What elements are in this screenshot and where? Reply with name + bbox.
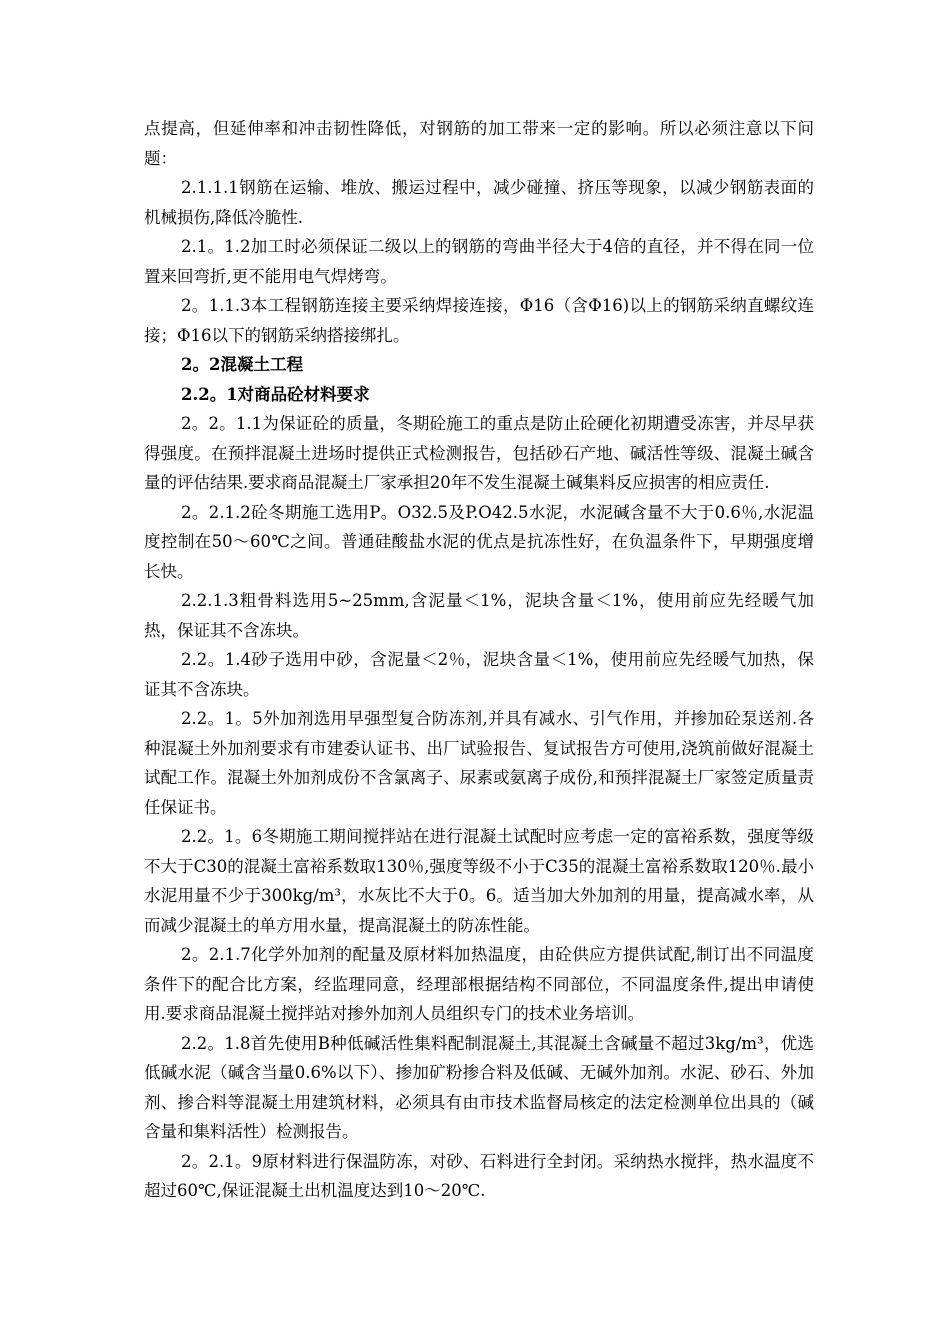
paragraph-2-2-1-2: 2。2.1.2砼冬期施工选用P。O32.5及P.O42.5水泥，水泥碱含量不大于0.6％,水泥温度控制在50～60℃之间。普通硅酸盐水泥的优点是抗冻性好，在负温条件下，早期强度增长快。 <box>144 502 814 581</box>
section-heading-2-2: 2。2混凝土工程 <box>181 355 303 374</box>
paragraph-2-2-1-6: 2.2。1。6冬期施工期间搅拌站在进行混凝土试配时应考虑一定的富裕系数，强度等级不大于C30的混凝土富裕系数取130％,强度等级不小于C35的混凝土富裕系数取120％.最小水泥用量不少于300kg/m³，水灰比不大于0。6。适当加大外加剂的用量，提高减水率，从而减少混凝土的单方用水量，提高混凝土的防冻性能。 <box>144 827 814 935</box>
paragraph-2-2-1-5: 2.2。1。5外加剂选用早强型复合防冻剂,并具有减水、引气作用，并掺加砼泵送剂.各种混凝土外加剂要求有市建委认证书、出厂试验报告、复试报告方可使用,浇筑前做好混凝土试配工作。混凝土外加剂成份不含氯离子、尿素或氨离子成份,和预拌混凝土厂家签定质量责任保证书。 <box>144 709 814 817</box>
paragraph-2-1-1-1: 2.1.1.1钢筋在运输、堆放、搬运过程中，减少碰撞、挤压等现象，以减少钢筋表面的机械损伤,降低冷脆性. <box>144 178 814 227</box>
paragraph-2-2-1-4: 2.2。1.4砂子选用中砂，含泥量＜2％，泥块含量＜1%，使用前应先经暖气加热，保证其不含冻块。 <box>144 650 814 699</box>
paragraph-intro-continuation: 点提高，但延伸率和冲击韧性降低，对钢筋的加工带来一定的影响。所以必须注意以下问题： <box>144 119 814 168</box>
paragraph-2-2-1-7: 2。2.1.7化学外加剂的配量及原材料加热温度，由砼供应方提供试配,制订出不同温度条件下的配合比方案，经监理同意，经理部根据结构不同部位，不同温度条件,提出申请使用.要求商品混凝土搅拌站对掺外加剂人员组织专门的技术业务培训。 <box>144 945 814 1023</box>
document-page <box>144 114 814 1206</box>
paragraph-2-2-1-3: 2.2.1.3粗骨料选用5~25mm,含泥量＜1%，泥块含量＜1%，使用前应先经暖气加热，保证其不含冻块。 <box>144 591 814 640</box>
paragraph-2-2-1-9: 2。2.1。9原材料进行保温防冻，对砂、石料进行全封闭。采纳热水搅拌，热水温度不超过60℃,保证混凝土出机温度达到10～20℃. <box>144 1151 814 1200</box>
paragraph-2-2-1-8: 2.2。1.8首先使用B种低碱活性集料配制混凝土,其混凝土含碱量不超过3kg/m³，优选低碱水泥（碱含当量0.6%以下）、掺加矿粉掺合料及低碱、无碱外加剂。水泥、砂石、外加剂、掺合料等混凝土用建筑材料，必须具有由市技术监督局核定的法定检测单位出具的（碱含量和集料活性）检测报告。 <box>144 1033 814 1141</box>
paragraph-2-1-1-3: 2。1.1.3本工程钢筋连接主要采纳焊接连接，Φ16（含Φ16)以上的钢筋采纳直螺纹连接；Φ16以下的钢筋采纳搭接绑扎。 <box>144 296 814 345</box>
paragraph-2-1-1-2: 2.1。1.2加工时必须保证二级以上的钢筋的弯曲半径大于4倍的直径，并不得在同一位置来回弯折,更不能用电气焊烤弯。 <box>144 237 814 286</box>
subsection-heading-2-2-1: 2.2。1对商品砼材料要求 <box>181 384 370 404</box>
paragraph-2-2-1-1: 2。2。1.1为保证砼的质量，冬期砼施工的重点是防止砼硬化初期遭受冻害，并尽早获得强度。在预拌混凝土进场时提供正式检测报告，包括砂石产地、碱活性等级、混凝土碱含量的评估结果.要求商品混凝土厂家承担20年不发生混凝土碱集料反应损害的相应责任. <box>144 414 814 492</box>
